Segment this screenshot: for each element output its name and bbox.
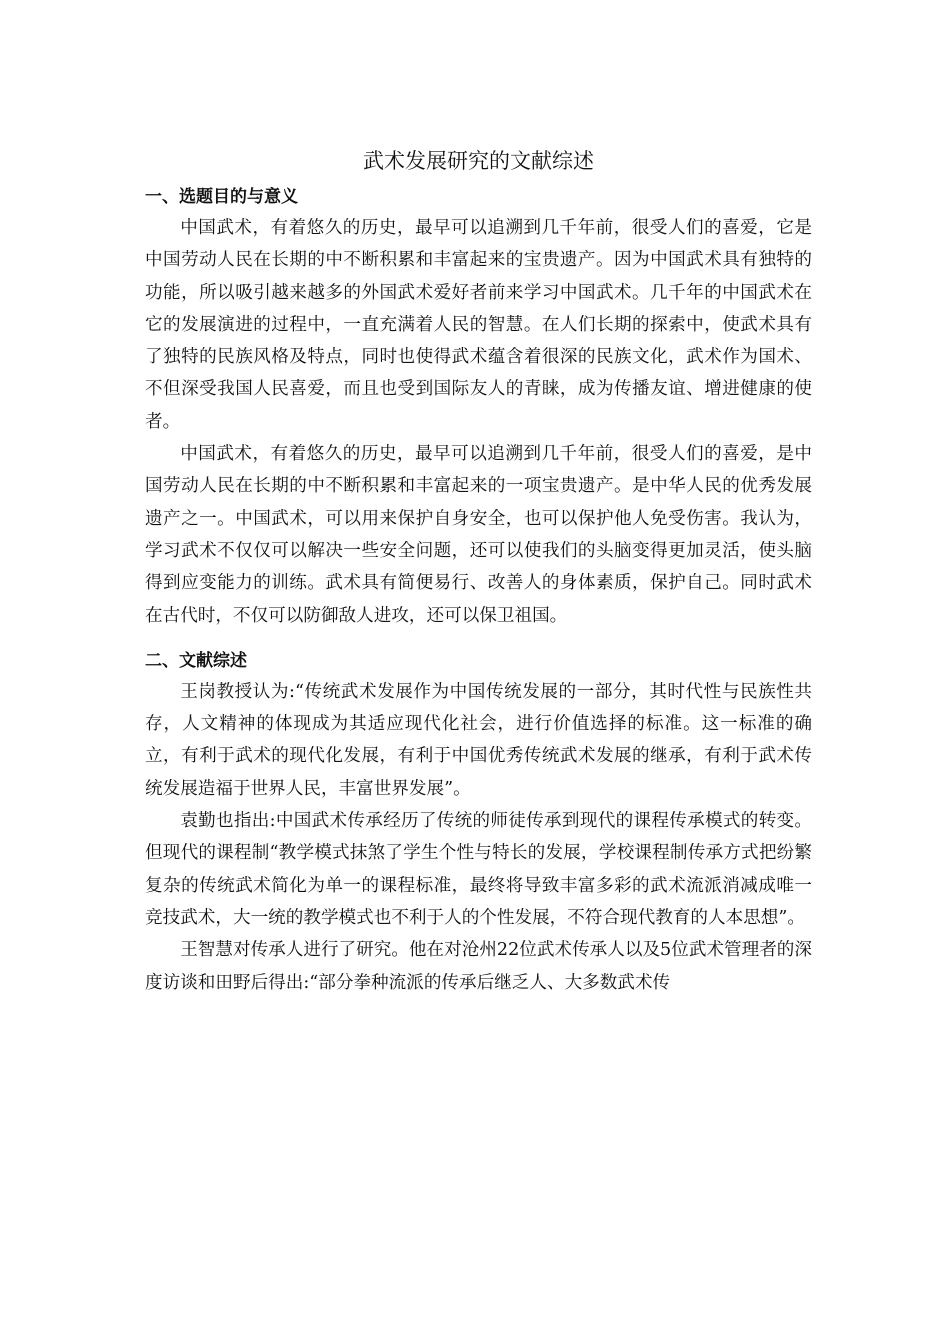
body-paragraph: 中国武术，有着悠久的历史，最早可以追溯到几千年前，很受人们的喜爱，是中国劳动人民在长期的中不断积累和丰富起来的一项宝贵遗产。是中华人民的优秀发展遗产之一。中国武术，可以用来保护自身安全，也可以保护他人免受伤害。我认为，学习武术不仅仅可以解决一些安全问题，还可以使我们的头脑变得更加灵活，使头脑得到应变能力的训练。武术具有简便易行、改善人的身体素质，保护自己。同时武术在古代时，不仅可以防御敌人进攻，还可以保卫祖国。 xyxy=(145,444,812,626)
body-paragraph: 王智慧对传承人进行了研究。他在对沧州22位武术传承人以及5位武术管理者的深度访谈和田野后得出:“部分拳种流派的传承后继乏人、大多数武术传 xyxy=(145,940,812,993)
body-paragraph: 中国武术，有着悠久的历史，最早可以追溯到几千年前，很受人们的喜爱，它是中国劳动人民在长期的中不断积累和丰富起来的宝贵遗产。因为中国武术具有独特的功能，所以吸引越来越多的外国武术爱好者前来学习中国武术。几千年的中国武术在它的发展演进的过程中，一直充满着人民的智慧。在人们长期的探索中，使武术具有了独特的民族风格及特点，同时也使得武术蕴含着很深的民族文化，武术作为国术、不但深受我国人民喜爱，而且也受到国际友人的青睐，成为传播友谊、增进健康的使者。 xyxy=(145,218,812,432)
section-heading: 二、文献综述 xyxy=(145,650,247,671)
section-literature-review xyxy=(145,646,812,999)
body-paragraph: 王岗教授认为:“传统武术发展作为中国传统发展的一部分，其时代性与民族性共存，人文精神的体现成为其适应现代化社会，进行价值选择的标准。这一标准的确立，有利于武术的现代化发展，有利于中国优秀传统武术发展的继承，有利于武术传统发展造福于世界人民，丰富世界发展”。 xyxy=(145,681,812,799)
section-heading: 一、选题目的与意义 xyxy=(145,187,298,207)
document-title: 武术发展研究的文献综述 xyxy=(363,149,594,173)
section-purpose xyxy=(145,182,812,632)
body-paragraph: 袁勤也指出:中国武术传承经历了传统的师徒传承到现代的课程传承模式的转变。但现代的课程制“教学模式抹煞了学生个性与特长的发展，学校课程制传承方式把纷繁复杂的传统武术简化为单一的课程标准，最终将导致丰富多彩的武术流派消减成唯一竞技武术，大一统的教学模式也不利于人的个性发展，不符合现代教育的人本思想”。 xyxy=(145,811,812,928)
